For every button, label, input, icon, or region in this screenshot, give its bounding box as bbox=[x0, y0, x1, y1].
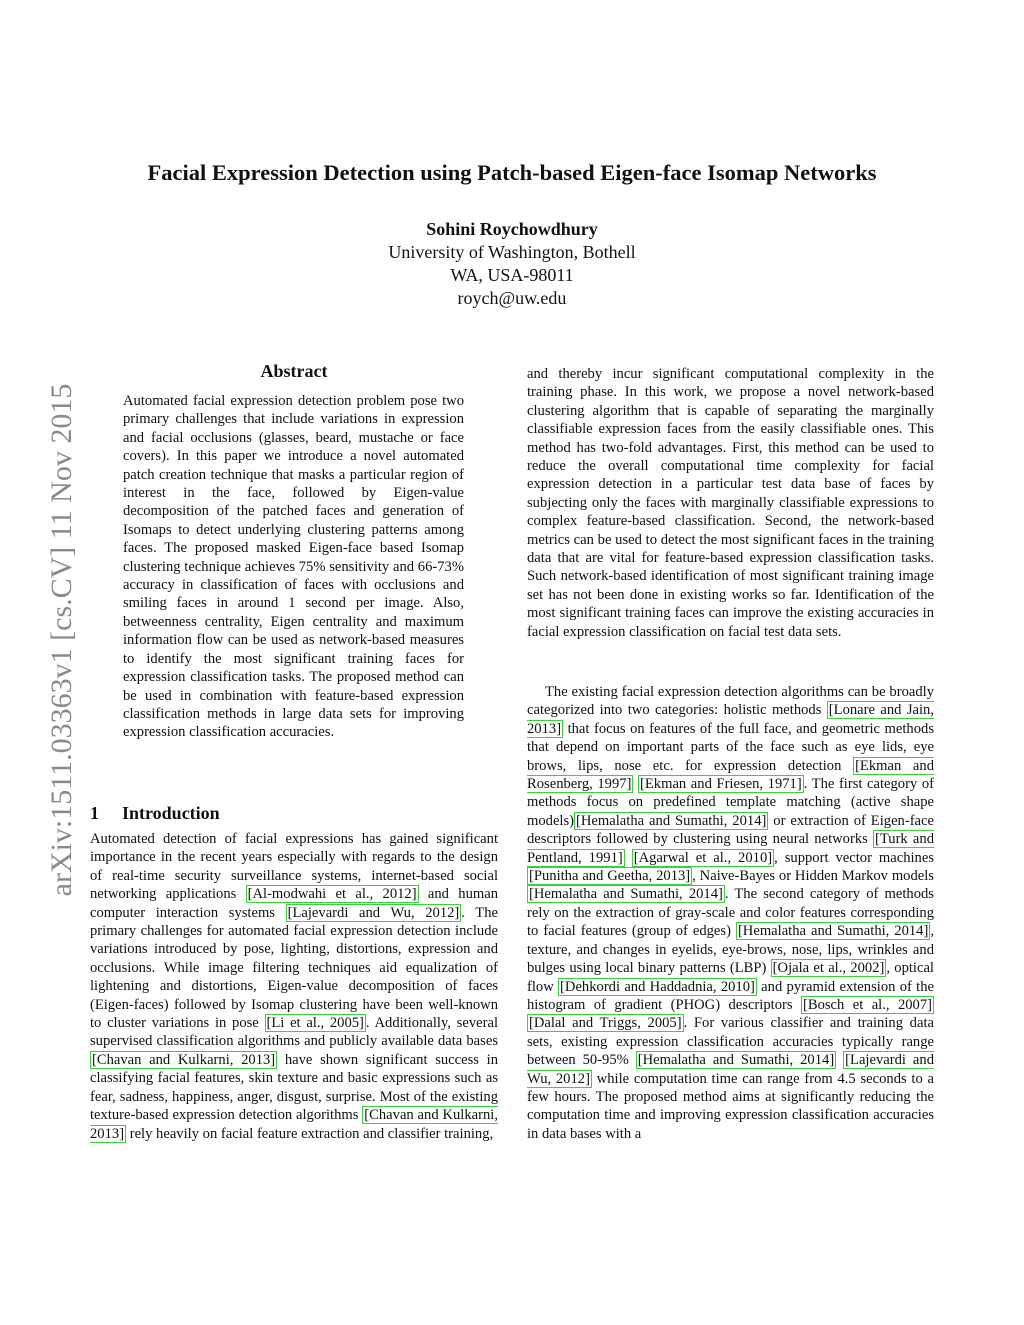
introduction-right-paragraph-2 bbox=[527, 683, 934, 1143]
text-run: and human computer interaction systems bbox=[90, 886, 498, 921]
citation-link[interactable]: [Li et al., 2005] bbox=[266, 1015, 364, 1032]
text-run: have shown significant success in classifying facial features, skin texture and basic expressions such as fear, sadness, happiness, anger, disgust, surprise. Most of the existing texture-based expression detection algorithms bbox=[90, 1051, 499, 1124]
citation-link[interactable]: [Ojala et al., 2002] bbox=[772, 960, 885, 977]
citation-link[interactable]: [Hemalatha and Sumathi, 2014] bbox=[529, 886, 723, 903]
introduction-right-paragraph-1 bbox=[527, 365, 934, 641]
text-run: and pyramid extension of the histogram of gradient (PHOG) descriptors bbox=[527, 978, 934, 1013]
paragraph bbox=[90, 830, 498, 1143]
text-run: while computation time can range from 4.5 seconds to a few hours. The proposed method aims at significantly reducing the computation time and improving expression classification accuracies in data bases with a bbox=[527, 1070, 934, 1142]
text-run: Automated detection of facial expressions has gained significant importance in the recent years especially with regards to the design of real-time security surveillance systems, internet-based social networking applications bbox=[90, 831, 498, 903]
paragraph bbox=[527, 683, 934, 1143]
text-run: or extraction of Eigen-face descriptors followed by clustering using neural networks bbox=[527, 812, 934, 848]
citation-link[interactable]: [Dehkordi and Haddadnia, 2010] bbox=[560, 978, 755, 995]
section-heading-introduction bbox=[90, 803, 220, 824]
citation-link[interactable]: [Lonare and Jain, 2013] bbox=[527, 702, 934, 737]
abstract-text: Automated facial expression detection problem pose two primary challenges that include variations in expression and facial occlusions (glasses, beard, mustache or face covers). In this paper we introduce a novel automated patch creation technique that masks a particular region of interest in the face, followed by Eigen-value decomposition of the patched faces and generation of Isomaps to detect underlying clustering patterns among faces. The proposed masked Eigen-face based Isomap clustering technique achieves 75% sensitivity and 66-73% accuracy in classification of faces with occlusions and smiling faces in around 1 second per image. Also, betweenness centrality, Eigen centrality and maximum information flow can be used as network-based measures to identify the most significant training faces for expression classification tasks. The proposed method can be used in combination with feature-based expression classification methods in large data sets for improving expression classification accuracies. bbox=[123, 393, 464, 741]
text-run: The existing facial expression detection algorithms can be broadly categorized into two categories: holistic methods bbox=[527, 684, 934, 719]
introduction-left-column bbox=[90, 830, 498, 1143]
abstract-heading: Abstract bbox=[260, 361, 328, 381]
text-run: , support vector machines bbox=[774, 849, 934, 866]
citation-link[interactable]: [Hemalatha and Sumathi, 2014] bbox=[637, 1052, 835, 1069]
citation-link[interactable]: [Turk and Pentland, 1991] bbox=[527, 831, 934, 866]
citation-link[interactable]: [Chavan and Kulkarni, 2013] bbox=[92, 1051, 276, 1068]
citation-link[interactable]: [Ekman and Rosenberg, 1997] bbox=[527, 757, 934, 793]
text-run bbox=[625, 850, 632, 866]
citation-link[interactable]: [Al-modwahi et al., 2012] bbox=[247, 886, 417, 903]
citation-link[interactable]: [Chavan and Kulkarni, 2013] bbox=[90, 1107, 498, 1142]
author-name: Sohini Roychowdhury bbox=[426, 219, 598, 239]
citation-link[interactable]: [Ekman and Friesen, 1971] bbox=[640, 776, 802, 793]
citation-link[interactable]: [Hemalatha and Sumathi, 2014] bbox=[576, 812, 767, 829]
text-run: that focus on features of the full face, and geometric methods that depend on important parts of the face such as eye lids, eye brows, lips, nose etc. for expression detection bbox=[527, 720, 934, 774]
author-location: WA, USA-98011 bbox=[450, 265, 574, 285]
text-run: rely heavily on facial feature extraction and classifier training, bbox=[126, 1125, 494, 1142]
section-title: Introduction bbox=[122, 803, 220, 823]
text-run: , texture, and changes in eyelids, eye-brows, nose, lips, wrinkles and bulges using local binary patterns (LBP) bbox=[527, 923, 934, 977]
citation-link[interactable]: [Lajevardi and Wu, 2012] bbox=[287, 904, 460, 921]
citation-link[interactable]: [Agarwal et al., 2010] bbox=[633, 849, 773, 866]
text-run: , optical flow bbox=[527, 960, 934, 995]
author-email[interactable]: roych@uw.edu bbox=[457, 288, 567, 308]
citation-link[interactable]: [Lajevardi and Wu, 2012] bbox=[527, 1052, 934, 1087]
section-number: 1 bbox=[90, 803, 99, 823]
text-run: . The first category of methods focus on predefined template matching (active shape models) bbox=[527, 776, 935, 829]
text-run: . The second category of methods rely on the extraction of gray-scale and color features corresponding to facial features (group of edges) bbox=[527, 886, 934, 940]
text-run: . For various classifier and training data sets, existing expression classification accuracies typically range between 50-95% bbox=[527, 1015, 934, 1069]
citation-link[interactable]: [Bosch et al., 2007] bbox=[802, 996, 932, 1013]
citation-link[interactable]: [Dalal and Triggs, 2005] bbox=[529, 1015, 682, 1032]
citation-link[interactable]: [Punitha and Geetha, 2013] bbox=[529, 868, 691, 885]
text-run: . The primary challenges for automated facial expression detection include variations introduced by pose, lighting, distortions, expression and occlusions. While image filtering techniques aid equalization of lightening and distortions, Eigen-value decomposition of faces (Eigen-faces) followed by Isomap clustering have been well-known to cluster variations in pose bbox=[90, 904, 498, 1032]
author-block bbox=[0, 218, 1024, 310]
text-run: , Naive-Bayes or Hidden Markov models bbox=[692, 868, 934, 885]
paper-title: Facial Expression Detection using Patch-based Eigen-face Isomap Networks bbox=[147, 160, 877, 185]
text-run: . Additionally, several supervised classification algorithms and publicly available data bases bbox=[90, 1015, 499, 1050]
author-affiliation: University of Washington, Bothell bbox=[388, 242, 636, 262]
paragraph: and thereby incur significant computational complexity in the training phase. In this work, we propose a novel network-based clustering algorithm that is capable of separating the marginally classifiable expression faces from the easily classifiable ones. This method has two-fold advantages. First, this method can be used to reduce the overall computational time complexity for facial expression detection in a particular test data base of faces by subjecting only the faces with marginally classifiable expressions to complex feature-based classification. Second, the network-based metrics can be used to detect the most significant faces in the training data that are vital for feature-based expression classification tasks. Such network-based identification of most significant training image set has not been done in existing works so far. Identification of the most significant training faces can improve the existing accuracies in facial expression classification on facial test data sets. bbox=[527, 366, 934, 640]
citation-link[interactable]: [Hemalatha and Sumathi, 2014] bbox=[737, 923, 929, 940]
arxiv-identifier: arXiv:1511.03363v1 [cs.CV] 11 Nov 2015 bbox=[45, 383, 78, 897]
